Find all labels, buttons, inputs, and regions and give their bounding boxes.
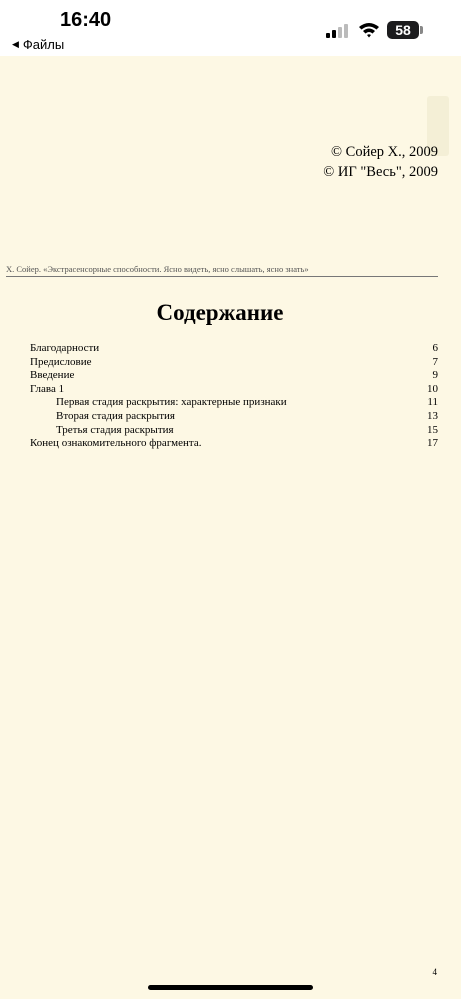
back-to-files-button[interactable] — [12, 37, 64, 52]
toc-entry-label: Первая стадия раскрытия: характерные признаки — [56, 396, 287, 409]
toc-entry-label: Третья стадия раскрытия — [56, 423, 174, 436]
toc-title: Содержание — [156, 300, 284, 325]
toc-entry-page: 13 — [427, 409, 438, 422]
toc-entry[interactable] — [30, 369, 438, 383]
back-label: Файлы — [22, 37, 65, 52]
toc-entry-page: 7 — [432, 355, 438, 368]
toc-entry-label: Глава 1 — [30, 382, 65, 395]
document-page[interactable] — [0, 56, 461, 999]
home-indicator[interactable] — [148, 985, 313, 990]
toc-entry-page: 9 — [432, 369, 438, 382]
toc-entry[interactable] — [30, 356, 438, 370]
toc-entry-label: Конец ознакомительного фрагмента. — [30, 437, 202, 450]
toc-entry-page: 17 — [427, 437, 438, 450]
toc-entry-page: 6 — [432, 342, 438, 354]
toc-entry-page: 11 — [427, 396, 438, 409]
toc-entry[interactable] — [30, 410, 438, 424]
running-header: Х. Сойер. «Экстрасенсорные способности. Ясно видеть, ясно слышать, ясно знать» — [6, 264, 438, 277]
toc-entry-page: 15 — [427, 423, 438, 436]
toc-entry-label: Вторая стадия раскрытия — [56, 409, 175, 422]
status-time: 16:40 — [60, 9, 112, 31]
toc-entry-label: Предисловие — [30, 355, 92, 368]
copyright-block — [323, 142, 438, 182]
copyright-line: © ИГ "Весь", 2009 — [323, 164, 438, 180]
signal-icon — [326, 24, 348, 38]
status-bar — [0, 0, 461, 56]
toc-entry[interactable] — [30, 424, 438, 438]
battery-cap — [420, 26, 423, 34]
toc-entry-label: Введение — [30, 369, 75, 382]
toc-entry[interactable] — [30, 396, 438, 410]
table-of-contents — [30, 342, 438, 451]
toc-entry[interactable] — [30, 437, 438, 451]
toc-entry-label: Благодарности — [30, 342, 100, 354]
toc-entry[interactable] — [30, 342, 438, 356]
wifi-icon — [358, 22, 380, 38]
copyright-line: © Сойер Х., 2009 — [331, 144, 438, 160]
back-arrow-icon: ◀ — [12, 39, 19, 49]
toc-entry[interactable] — [30, 383, 438, 397]
page-number: 4 — [432, 967, 437, 977]
toc-entry-page: 10 — [427, 382, 438, 395]
battery-icon: 58 — [387, 21, 419, 39]
